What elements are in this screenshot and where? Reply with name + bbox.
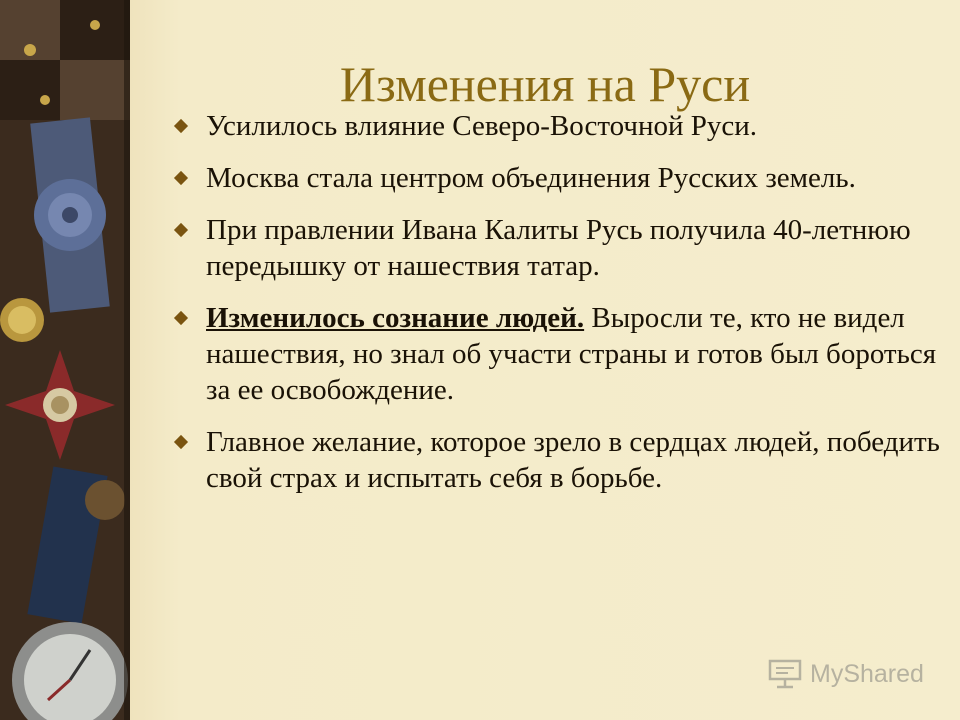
bullet-item bbox=[174, 108, 954, 144]
bullet-list bbox=[174, 108, 954, 512]
diamond-bullet-icon bbox=[174, 119, 188, 133]
bullet-text: Усилилось влияние Северо-Восточной Руси. bbox=[206, 110, 758, 142]
decorative-side-image bbox=[0, 0, 130, 720]
classroom-board-icon bbox=[768, 659, 802, 689]
bullet-item bbox=[174, 300, 954, 408]
diamond-bullet-icon bbox=[174, 311, 188, 325]
bullet-item bbox=[174, 160, 954, 196]
bullet-item bbox=[174, 212, 954, 284]
bullet-emphasis: Изменилось сознание людей. bbox=[206, 302, 585, 334]
slide bbox=[130, 0, 960, 720]
bullet-text: Москва стала центром объединения Русских земель. bbox=[206, 162, 856, 194]
diamond-bullet-icon bbox=[174, 223, 188, 237]
bullet-text: Главное желание, которое зрело в сердцах людей, победить свой страх и испытать себя в борьбе. bbox=[206, 426, 940, 494]
slide-title: Изменения на Руси bbox=[339, 55, 751, 112]
watermark bbox=[768, 656, 924, 692]
bullet-text: При правлении Ивана Калиты Русь получила 40-летнюю передышку от нашествия татар. bbox=[206, 214, 911, 282]
bullet-text: Выросли те, кто не видел нашествия, но знал об участи страны и готов был бороться за ее освобождение. bbox=[206, 302, 937, 406]
diamond-bullet-icon bbox=[174, 435, 188, 449]
bullet-item bbox=[174, 424, 954, 496]
watermark-text: MyShared bbox=[810, 659, 924, 688]
diamond-bullet-icon bbox=[174, 171, 188, 185]
medal-collage-image bbox=[0, 0, 130, 720]
